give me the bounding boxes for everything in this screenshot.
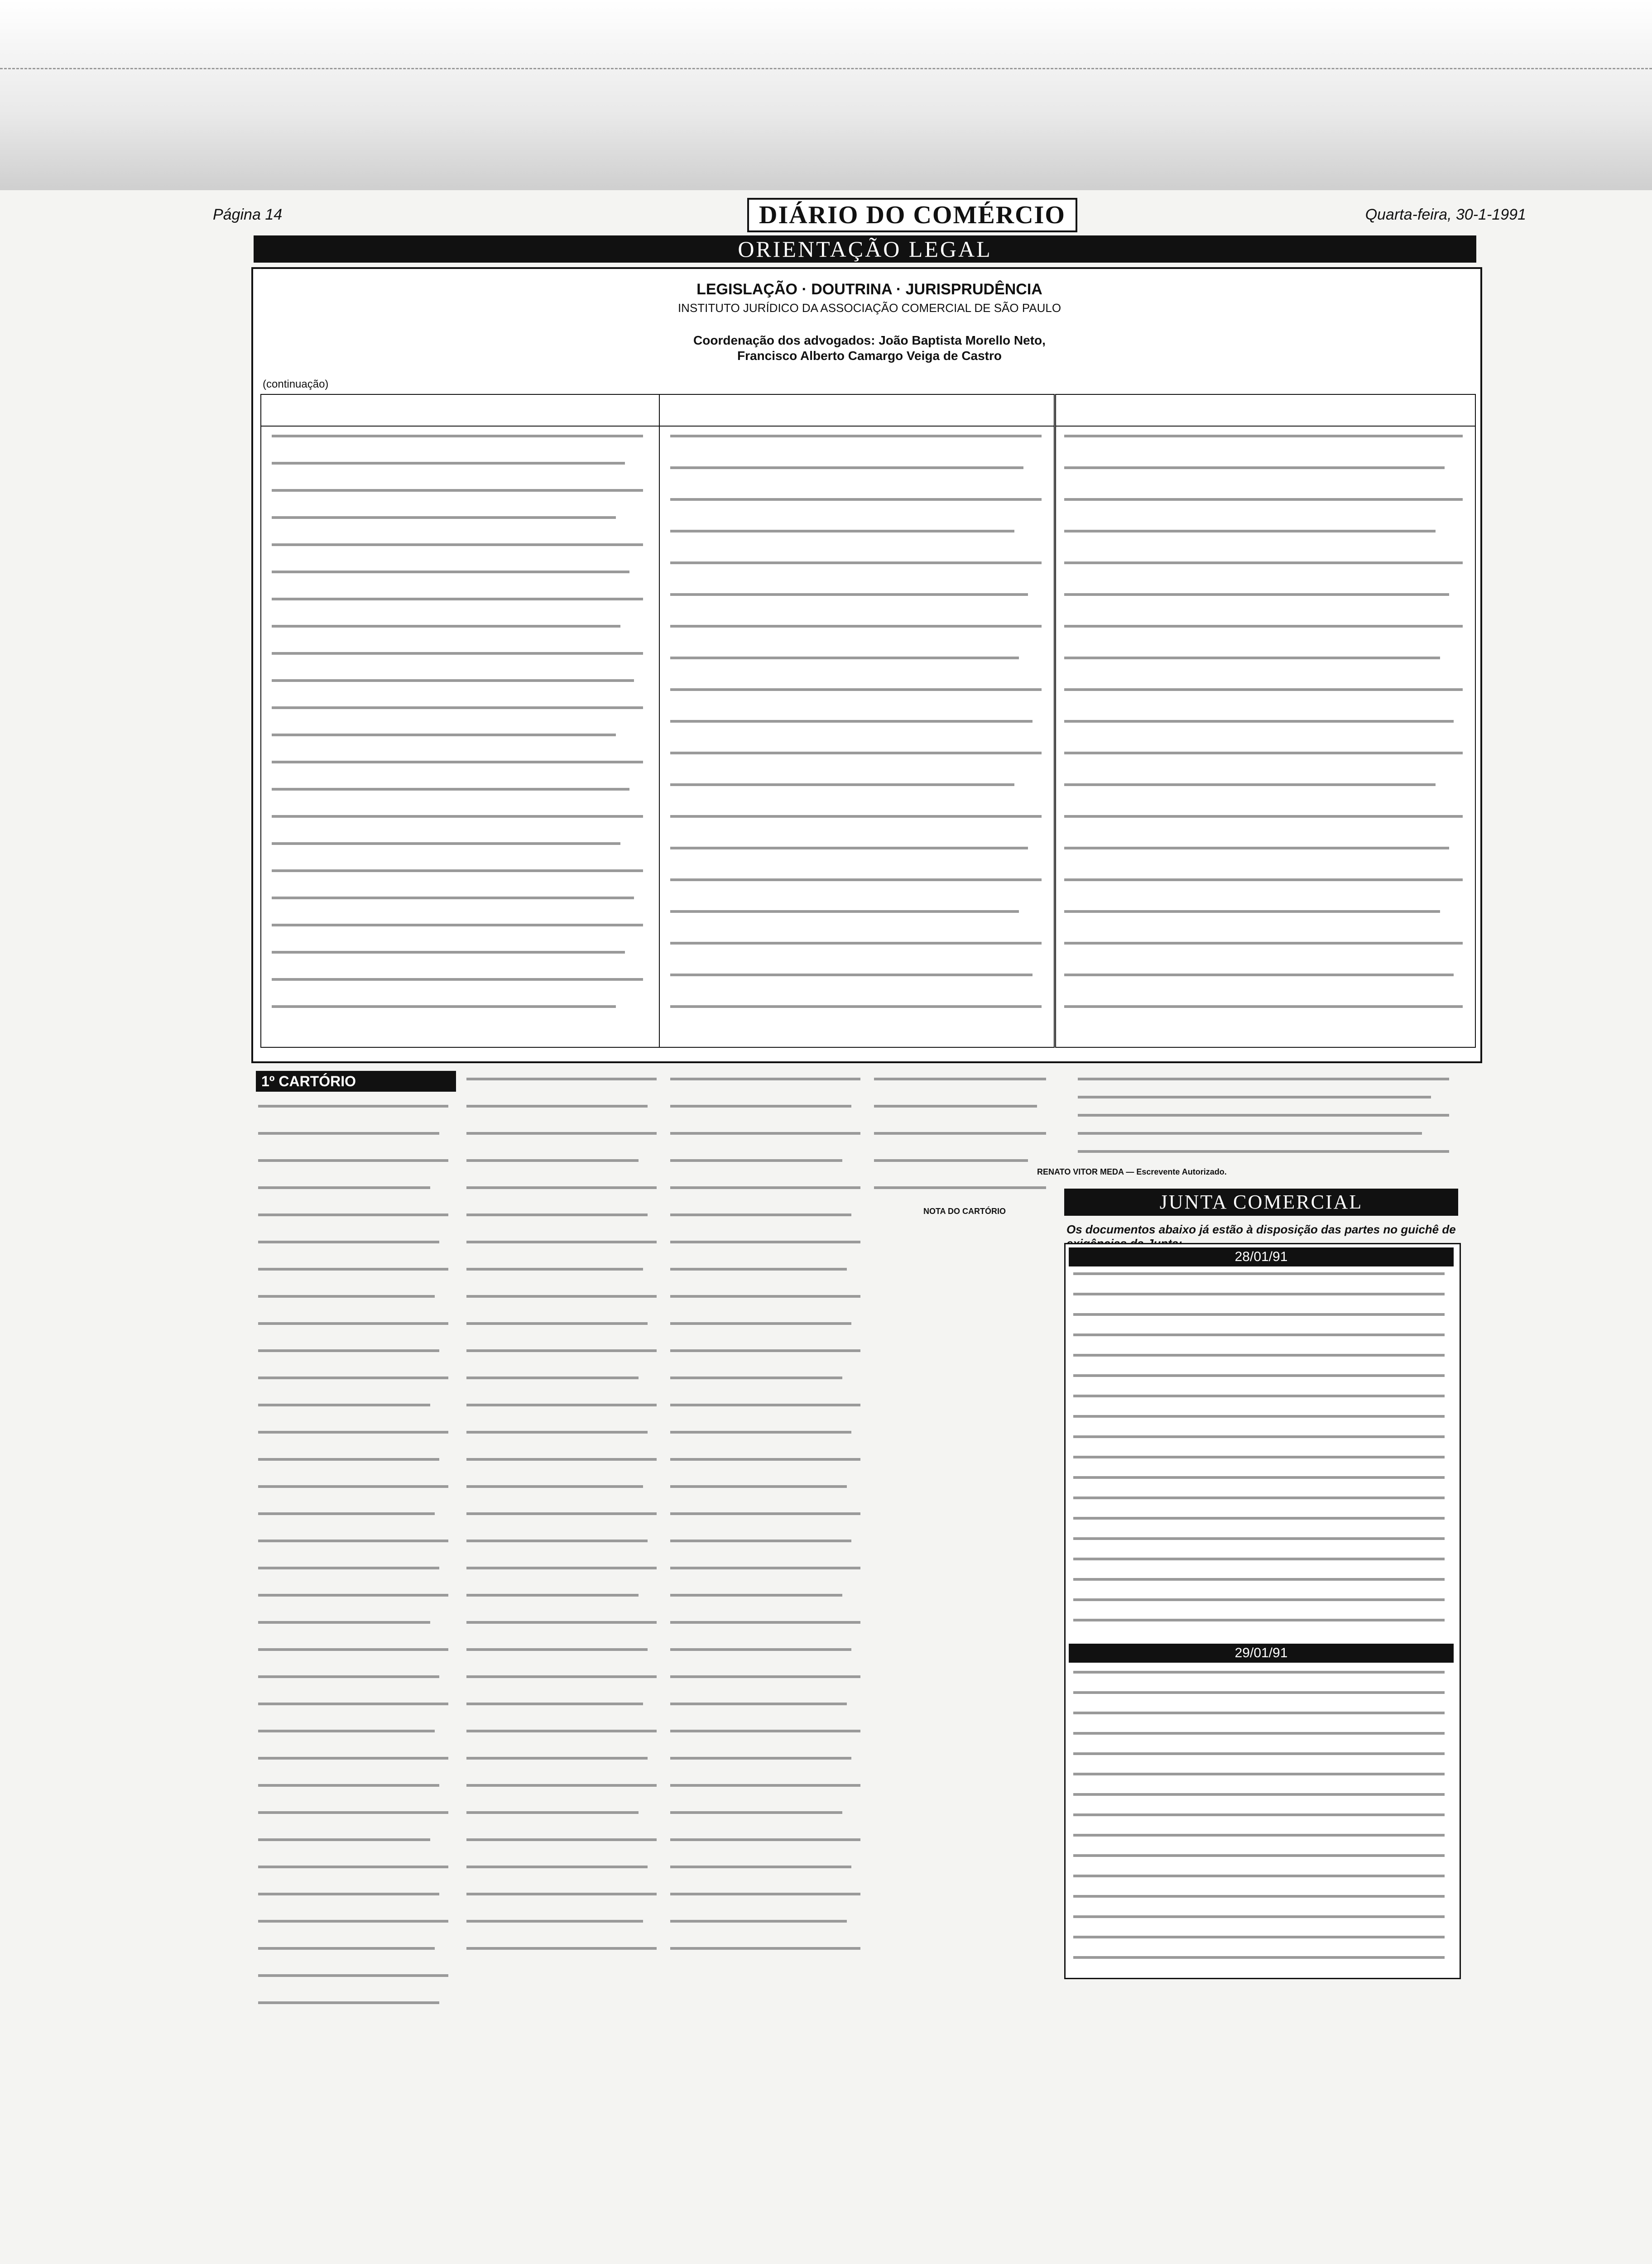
nota-title: NOTA DO CARTÓRIO — [923, 1207, 1006, 1216]
coordination-line-2: Francisco Alberto Camargo Veiga de Castro — [737, 349, 1002, 363]
junta-date-1: 28/01/91 — [1069, 1247, 1454, 1266]
signature-line: RENATO VITOR MEDA — Escrevente Autorizado. — [1037, 1167, 1227, 1176]
masthead: DIÁRIO DO COMÉRCIO — [747, 198, 1077, 232]
page-number: Página 14 — [213, 206, 283, 223]
header — [213, 201, 1526, 233]
continuation-label: (continuação) — [263, 378, 329, 390]
cut-line — [0, 68, 1652, 71]
tax-table-1 — [260, 394, 661, 1048]
coordination-line-1: Coordenação dos advogados: João Baptista Morello Neto, — [693, 333, 1046, 347]
junta-date-2: 29/01/91 — [1069, 1644, 1454, 1663]
cartorio-heading: 1º CARTÓRIO — [256, 1071, 456, 1092]
institute-title: LEGISLAÇÃO · DOUTRINA · JURISPRUDÊNCIA — [696, 281, 1042, 298]
table-header — [261, 395, 660, 427]
page-top-shade — [0, 0, 1652, 190]
junta-title: JUNTA COMERCIAL — [1064, 1189, 1458, 1216]
junta-box — [1064, 1243, 1461, 1979]
institute-subtitle: INSTITUTO JURÍDICO DA ASSOCIAÇÃO COMERCIAL DE SÃO PAULO — [677, 301, 1061, 315]
junta-note: Os documentos abaixo já estão à disposição das partes no guichê de — [1066, 1223, 1456, 1236]
section-title: ORIENTAÇÃO LEGAL — [254, 235, 1476, 263]
table-header — [1056, 395, 1475, 427]
coordination — [625, 333, 1114, 364]
edition-date: Quarta-feira, 30-1-1991 — [1365, 206, 1526, 223]
table-header — [660, 395, 1054, 427]
